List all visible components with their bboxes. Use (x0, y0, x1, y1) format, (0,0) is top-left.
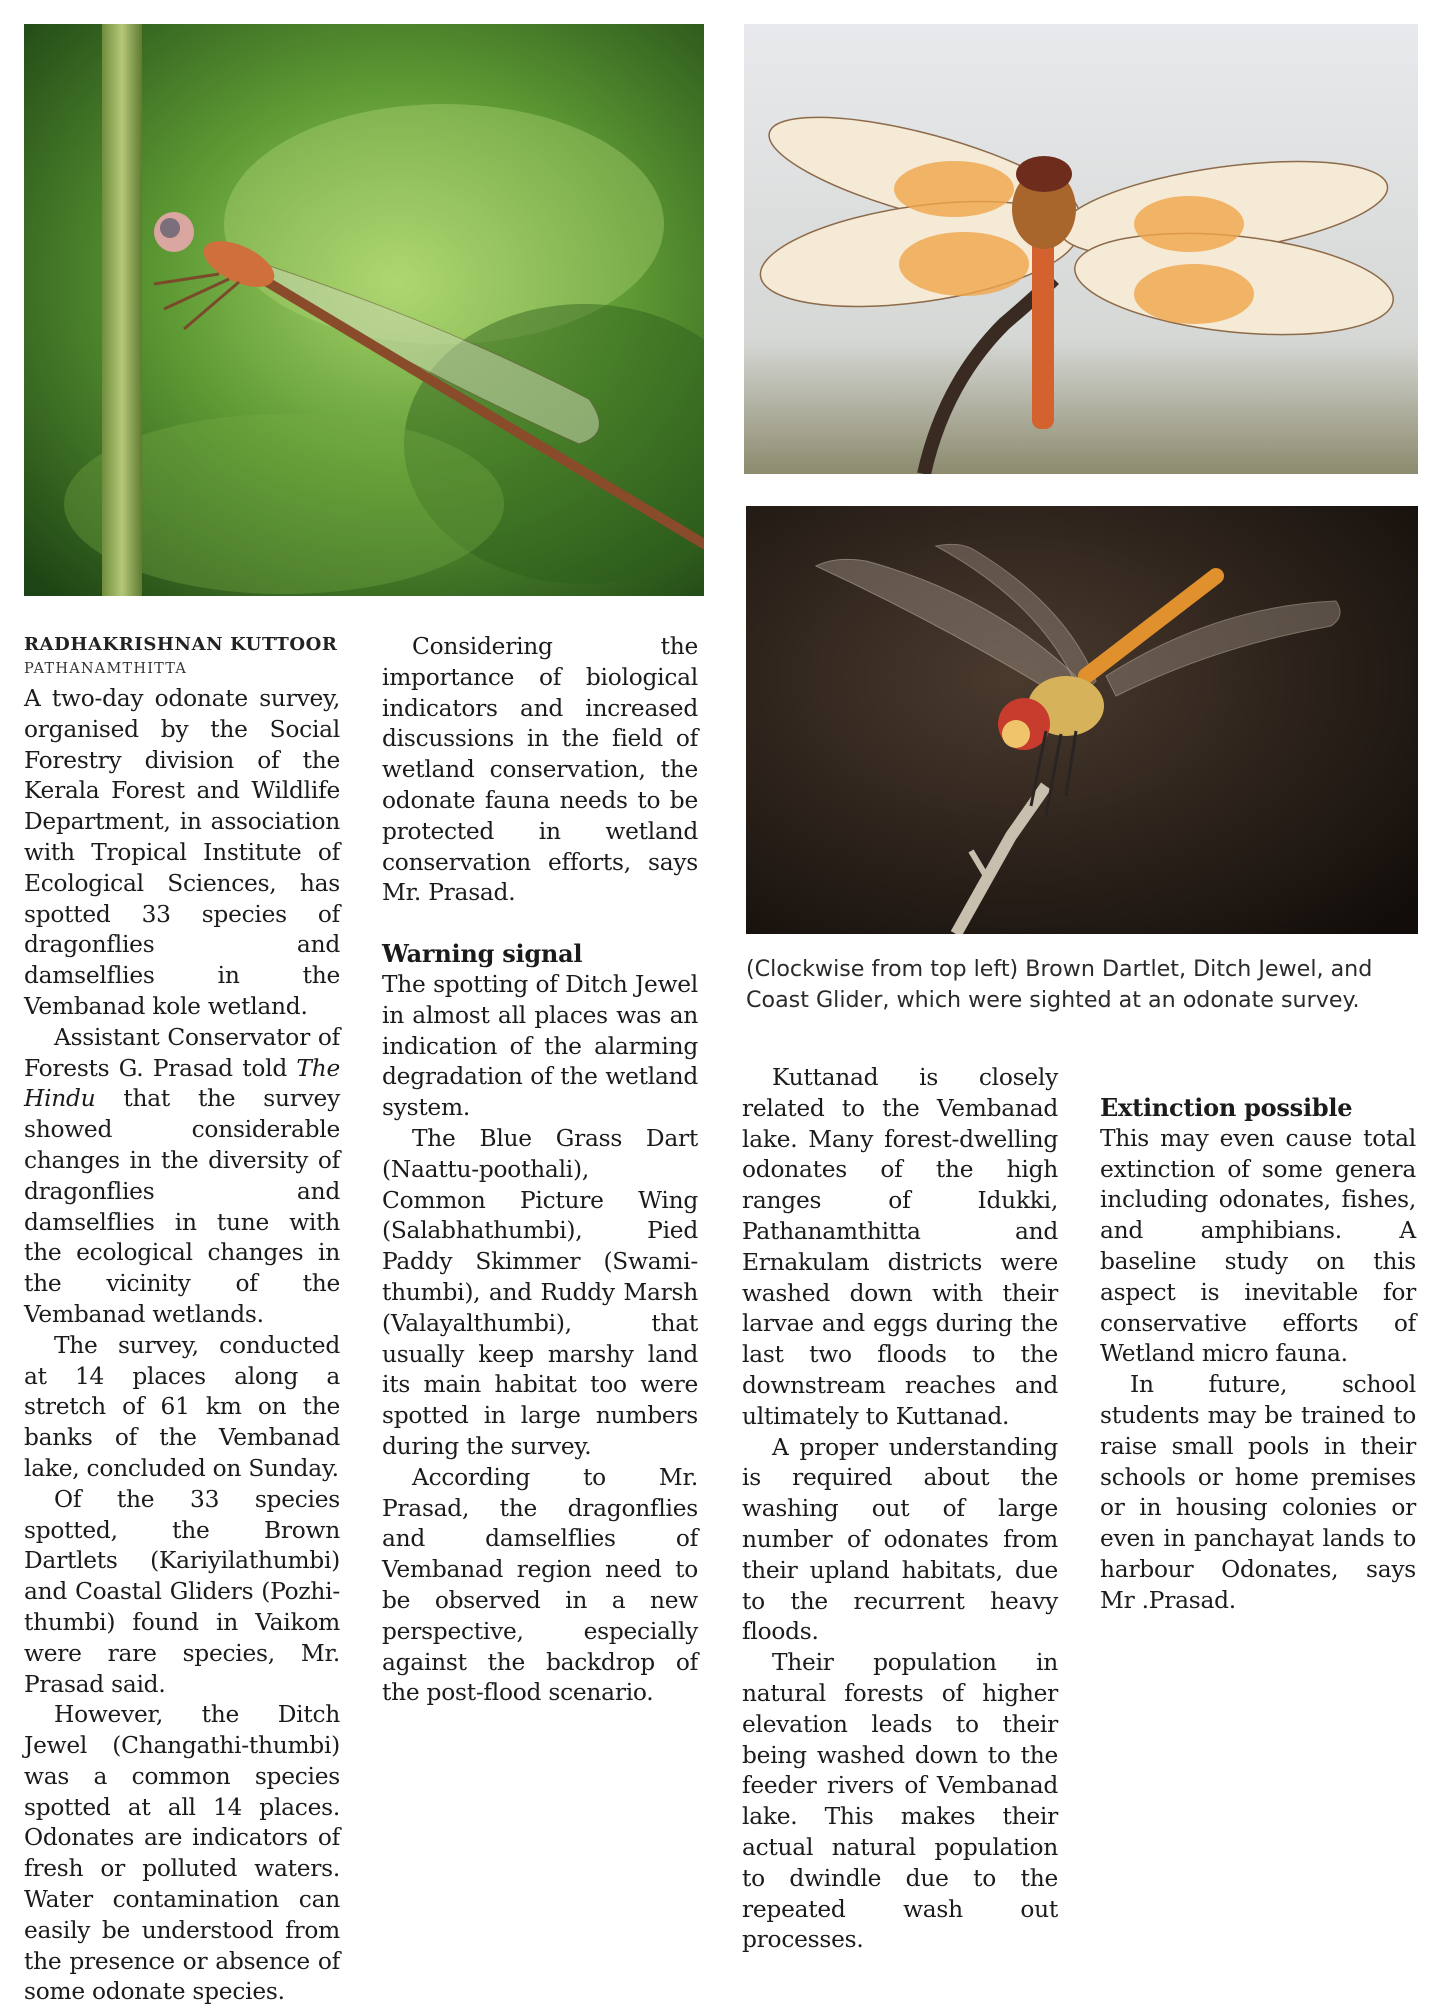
damselfly-photo-icon (24, 24, 704, 596)
article-column-1 (24, 632, 340, 2008)
paragraph: Considering the importance of biological indicators and increased discussions in the field of wetland conservation, the odonate fauna needs to be protected in wetland conservation efforts, says Mr. Prasad. (382, 633, 698, 907)
article-column-2 (382, 632, 698, 1709)
dragonfly-photo-icon (744, 24, 1418, 474)
paragraph: A proper understanding is required about the washing out of large number of odonates from their upland habitats, due to the recurrent heavy floods. (742, 1433, 1058, 1646)
paragraph: The survey, conducted at 14 places along a stretch of 61 km on the banks of the Vembanad lake, concluded on Sunday. (24, 1331, 340, 1482)
subhead-warning-signal: Warning signal (382, 939, 583, 969)
paragraph: Assistant Conservator of Forests G. Prasad told The Hindu that the survey showed considerable changes in the diversity of dragonflies and damselflies in tune with the ecological changes in the vicinity of the Vembanad wetlands. (24, 1023, 340, 1328)
article-column-4 (1100, 1063, 1416, 1617)
photo-caption: (Clockwise from top left) Brown Dartlet, Ditch Jewel, and Coast Glider, which were sighted at an odonate survey. (746, 956, 1373, 1013)
paragraph: The Blue Grass Dart (Naattu-poothali), Common Picture Wing (Salabhathumbi), Pied Paddy Skimmer (Swami-thumbi), and Ruddy Marsh (Valayalthumbi), that usually keep marshy land its main habitat too were spotted in large numbers during the survey. (382, 1124, 698, 1460)
article-column-3 (742, 1063, 1058, 1956)
paragraph: The spotting of Ditch Jewel in almost all places was an indication of the alarming degradation of the wetland system. (382, 970, 698, 1122)
photo-ditch-jewel (744, 24, 1418, 474)
paragraph: According to Mr. Prasad, the dragonflies and damselflies of Vembanad region need to be observed in a new perspective, especially against the backdrop of the post-flood scenario. (382, 1463, 698, 1707)
dragonfly-photo-icon (746, 506, 1418, 934)
paragraph: This may even cause total extinction of some genera including odonates, fishes, and amphibians. A baseline study on this aspect is inevitable for conservative efforts of Wetland micro fauna. (1100, 1124, 1416, 1368)
photo-coast-glider (746, 506, 1418, 934)
publication-name: The Hindu (24, 1054, 340, 1113)
paragraph: In future, school students may be trained to raise small pools in their schools or home premises or in housing colonies or even in panchayat lands to harbour Odonates, says Mr .Prasad. (1100, 1371, 1416, 1614)
byline-author: RADHAKRISHNAN KUTTOOR (24, 634, 338, 655)
byline-place: PATHANAMTHITTA (24, 661, 188, 677)
photo-brown-dartlet (24, 24, 704, 596)
paragraph: A two-day odonate survey, organised by the Social Forestry division of the Kerala Forest and Wildlife Department, in association with Tropical Institute of Ecological Sciences, has spotted 33 species of dragonflies and damselflies in the Vembanad kole wetland. (24, 685, 340, 1020)
paragraph: However, the Ditch Jewel (Changathi-thumbi) was a common species spotted at all 14 places. Odonates are indicators of fresh or polluted waters. Water contamination can easily be understood from the presence or absence of some odonate species. (24, 1701, 340, 2006)
paragraph: Kuttanad is closely related to the Vembanad lake. Many forest-dwelling odonates of the high ranges of Idukki, Pathanamthitta and Ernakulam districts were washed down with their larvae and eggs during the last two floods to the downstream reaches and ultimately to Kuttanad. (742, 1064, 1058, 1430)
paragraph: Their population in natural forests of higher elevation leads to their being washed down to the feeder rivers of Vembanad lake. This makes their actual natural population to dwindle due to the repeated wash out processes. (742, 1649, 1058, 1954)
paragraph: Of the 33 species spotted, the Brown Dartlets (Kariyilathumbi) and Coastal Gliders (Pozhi-thumbi) found in Vaikom were rare species, Mr. Prasad said. (24, 1485, 340, 1698)
subhead-extinction-possible: Extinction possible (1100, 1093, 1353, 1122)
